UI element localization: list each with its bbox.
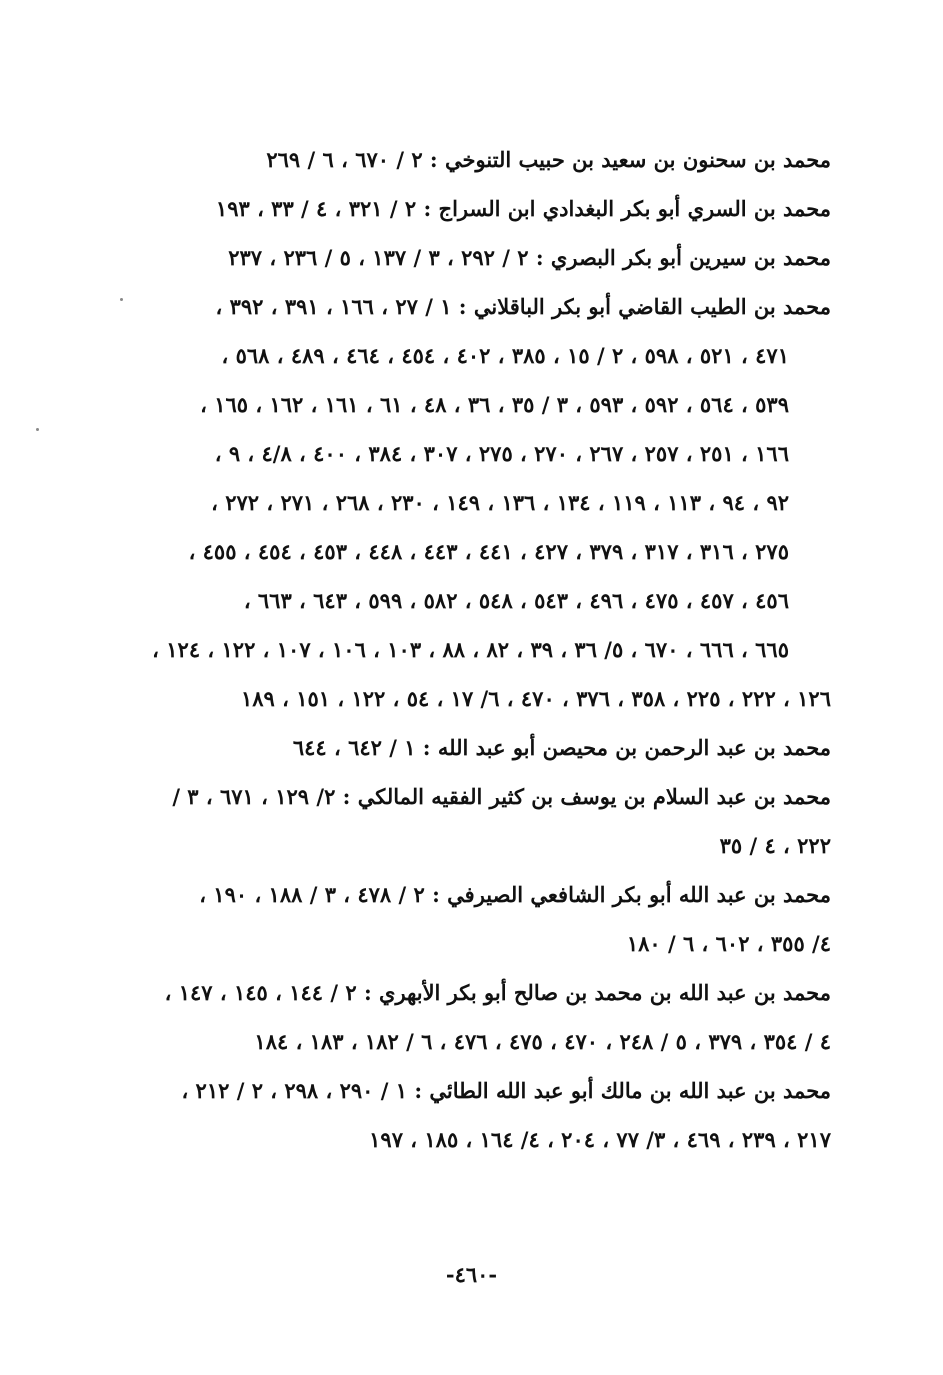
index-entry: محمد بن عبد الله بن محمد بن صالح أبو بكر الأبهري : ٢ / ١٤٤ ، ١٤٥ ، ١٤٧ ، (164, 980, 831, 1005)
index-entry: محمد بن السري أبو بكر البغدادي ابن السراج : ٢ / ٣٢١ ، ٤ / ٣٣ ، ١٩٣ (215, 196, 831, 221)
index-entry-continuation: ٤٥٦ ، ٤٥٧ ، ٤٧٥ ، ٤٩٦ ، ٥٤٣ ، ٥٤٨ ، ٥٨٢ ، ٥٩٩ ، ٦٤٣ ، ٦٦٣ ، (243, 588, 789, 613)
index-entry-continuation: ٥٣٩ ، ٥٦٤ ، ٥٩٢ ، ٥٩٣ ، ٣ / ٣٥ ، ٣٦ ، ٤٨ ، ٦١ ، ١٦١ ، ١٦٢ ، ١٦٥ ، (200, 392, 789, 417)
index-entry: محمد بن عبد الله أبو بكر الشافعي الصيرفي : ٢ / ٤٧٨ ، ٣ / ١٨٨ ، ١٩٠ ، (199, 882, 831, 907)
index-entry-continuation: ٤ / ٣٥٤ ، ٣٧٩ ، ٥ / ٢٤٨ ، ٤٧٠ ، ٤٧٥ ، ٤٧٦ ، ٦ / ١٨٢ ، ١٨٣ ، ١٨٤ (254, 1029, 831, 1054)
index-entry-continuation: ١٦٦ ، ٢٥١ ، ٢٥٧ ، ٢٦٧ ، ٢٧٠ ، ٢٧٥ ، ٣٠٧ ، ٣٨٤ ، ٤٠٠ ، ٤/٨ ، ٩ ، (214, 441, 789, 466)
index-entry-continuation: ٤/ ٣٥٥ ، ٦٠٢ ، ٦ / ١٨٠ (626, 931, 831, 956)
index-entry: محمد بن عبد السلام بن يوسف بن كثير الفقيه المالكي : ٢/ ١٢٩ ، ٦٧١ ، ٣ / (172, 784, 831, 809)
index-entry: محمد بن سحنون بن سعيد بن حبيب التنوخي : ٢ / ٦٧٠ ، ٦ / ٢٦٩ (266, 147, 831, 172)
index-entry-continuation: ٩٢ ، ٩٤ ، ١١٣ ، ١١٩ ، ١٣٤ ، ١٣٦ ، ١٤٩ ، ٢٣٠ ، ٢٦٨ ، ٢٧١ ، ٢٧٢ ، (211, 490, 789, 515)
index-entry: محمد بن الطيب القاضي أبو بكر الباقلاني : ١ / ٢٧ ، ١٦٦ ، ٣٩١ ، ٣٩٢ ، (215, 294, 831, 319)
index-entry-continuation: ٦٦٥ ، ٦٦٦ ، ٦٧٠ ، ٥/ ٣٦ ، ٣٩ ، ٨٢ ، ٨٨ ، ١٠٣ ، ١٠٦ ، ١٠٧ ، ١٢٢ ، ١٢٤ ، (152, 637, 789, 662)
index-entry: محمد بن عبد الرحمن بن محيصن أبو عبد الله : ١ / ٦٤٢ ، ٦٤٤ (292, 735, 831, 760)
index-entry-continuation: ٢١٧ ، ٢٣٩ ، ٤٦٩ ، ٣/ ٧٧ ، ٢٠٤ ، ٤/ ١٦٤ ، ١٨٥ ، ١٩٧ (369, 1127, 831, 1152)
scan-speck (120, 298, 123, 301)
index-entries (131, 135, 831, 1164)
index-entry: محمد بن سيرين أبو بكر البصري : ٢ / ٢٩٢ ، ٣ / ١٣٧ ، ٥ / ٢٣٦ ، ٢٣٧ (228, 245, 831, 270)
scan-speck (36, 428, 39, 431)
index-entry-continuation: ١٢٦ ، ٢٢٢ ، ٢٢٥ ، ٣٥٨ ، ٣٧٦ ، ٤٧٠ ، ٦/ ١٧ ، ٥٤ ، ١٢٢ ، ١٥١ ، ١٨٩ (240, 686, 831, 711)
page-number: -٤٦٠- (445, 1262, 498, 1287)
index-entry-continuation: ٤٧١ ، ٥٢١ ، ٥٩٨ ، ٢ / ١٥ ، ٣٨٥ ، ٤٠٢ ، ٤٥٤ ، ٤٦٤ ، ٤٨٩ ، ٥٦٨ ، (221, 343, 789, 368)
index-entry-continuation: ٢٢٢ ، ٤ / ٣٥ (719, 833, 831, 858)
index-entry: محمد بن عبد الله بن مالك أبو عبد الله الطائي : ١ / ٢٩٠ ، ٢٩٨ ، ٢ / ٢١٢ ، (181, 1078, 831, 1103)
index-entry-continuation: ٢٧٥ ، ٣١٦ ، ٣١٧ ، ٣٧٩ ، ٤٢٧ ، ٤٤١ ، ٤٤٣ ، ٤٤٨ ، ٤٥٣ ، ٤٥٤ ، ٤٥٥ ، (188, 539, 789, 564)
